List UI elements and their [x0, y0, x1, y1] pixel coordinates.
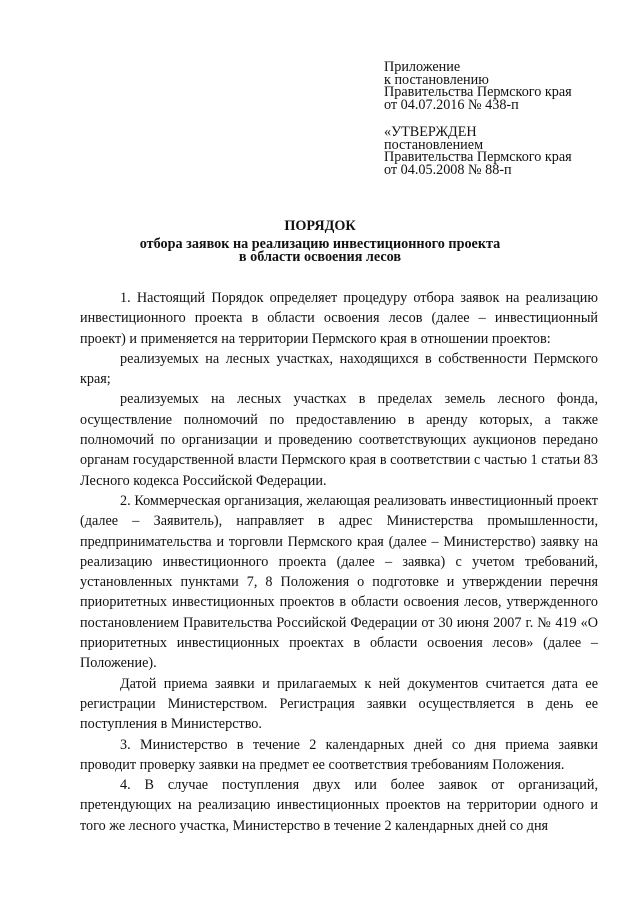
appendix-line: от 04.07.2016 № 438-п	[384, 96, 519, 113]
approval-stamp-text	[384, 126, 624, 176]
approval-line: Правительства Пермского края	[384, 149, 572, 165]
paragraph-1: 1. Настоящий Порядок определяет процедуру отбора заявок на реализацию инвестиционного проекта в области освоения лесов (далее – инвестиционный проект) и применяется на территории Пермского края в отношении проектов:	[80, 290, 598, 347]
document-subtitle-line-1: отбора заявок на реализацию инвестиционного проекта	[139, 236, 501, 252]
approval-line: «УТВЕРЖДЕН	[384, 124, 477, 140]
paragraph-2-continued: Датой приема заявки и прилагаемых к ней документов считается дата ее регистрации Министерством. Регистрация заявки осуществляется в день ее поступления в Министерство.	[80, 675, 598, 733]
appendix-line: к постановлению	[384, 71, 489, 88]
approval-line: постановлением	[384, 136, 484, 153]
paragraph-4: 4. В случае поступления двух или более заявок от организаций, претендующих на реализацию инвестиционных проектов на территории одного и того же лесного участка, Министерство в течение 2 календарных дней со дня	[80, 777, 598, 834]
appendix-line: Правительства Пермского края	[384, 84, 572, 100]
appendix-reference	[384, 61, 624, 111]
paragraph-3: 3. Министерство в течение 2 календарных дней со дня приема заявки проводит проверку заявки на предмет ее соответствия требованиям Положения.	[80, 736, 598, 773]
paragraph-1-item-b: реализуемых на лесных участках в пределах земель лесного фонда, осуществление полномочий по предоставлению в аренду которых, а также полномочий по организации и проведению соответствующих аукционов передано органам государственной власти Пермского края в соответствии с частью 1 статьи 83 Лесного кодекса Российской Федерации.	[80, 391, 598, 489]
appendix-line: Приложение	[384, 59, 461, 75]
document-subtitle-line-2: в области освоения лесов	[238, 249, 402, 265]
appendix-header	[384, 61, 624, 176]
paragraph-1-item-a: реализуемых на лесных участках, находящихся в собственности Пермского края;	[80, 350, 598, 388]
document-body	[80, 288, 598, 836]
approval-line: от 04.05.2008 № 88-п	[384, 161, 512, 178]
document-title: ПОРЯДОК	[284, 218, 356, 234]
paragraph-2: 2. Коммерческая организация, желающая реализовать инвестиционный проект (далее – Заявитель), направляет в адрес Министерства промышленности, предпринимательства и торговли Пермского края (далее – Министерство) заявку на реализацию инвестиционного проекта (далее – заявка) с учетом требований, установленных пунктами 7, 8 Положения о подготовке и утверждении перечня приоритетных инвестиционных проектов в области освоения лесов, утвержденного постановлением Правительства Российской Федерации от 30 июня 2007 г. № 419 «О приоритетных инвестиционных проектах в области освоения лесов» (далее – Положение).	[80, 492, 598, 672]
